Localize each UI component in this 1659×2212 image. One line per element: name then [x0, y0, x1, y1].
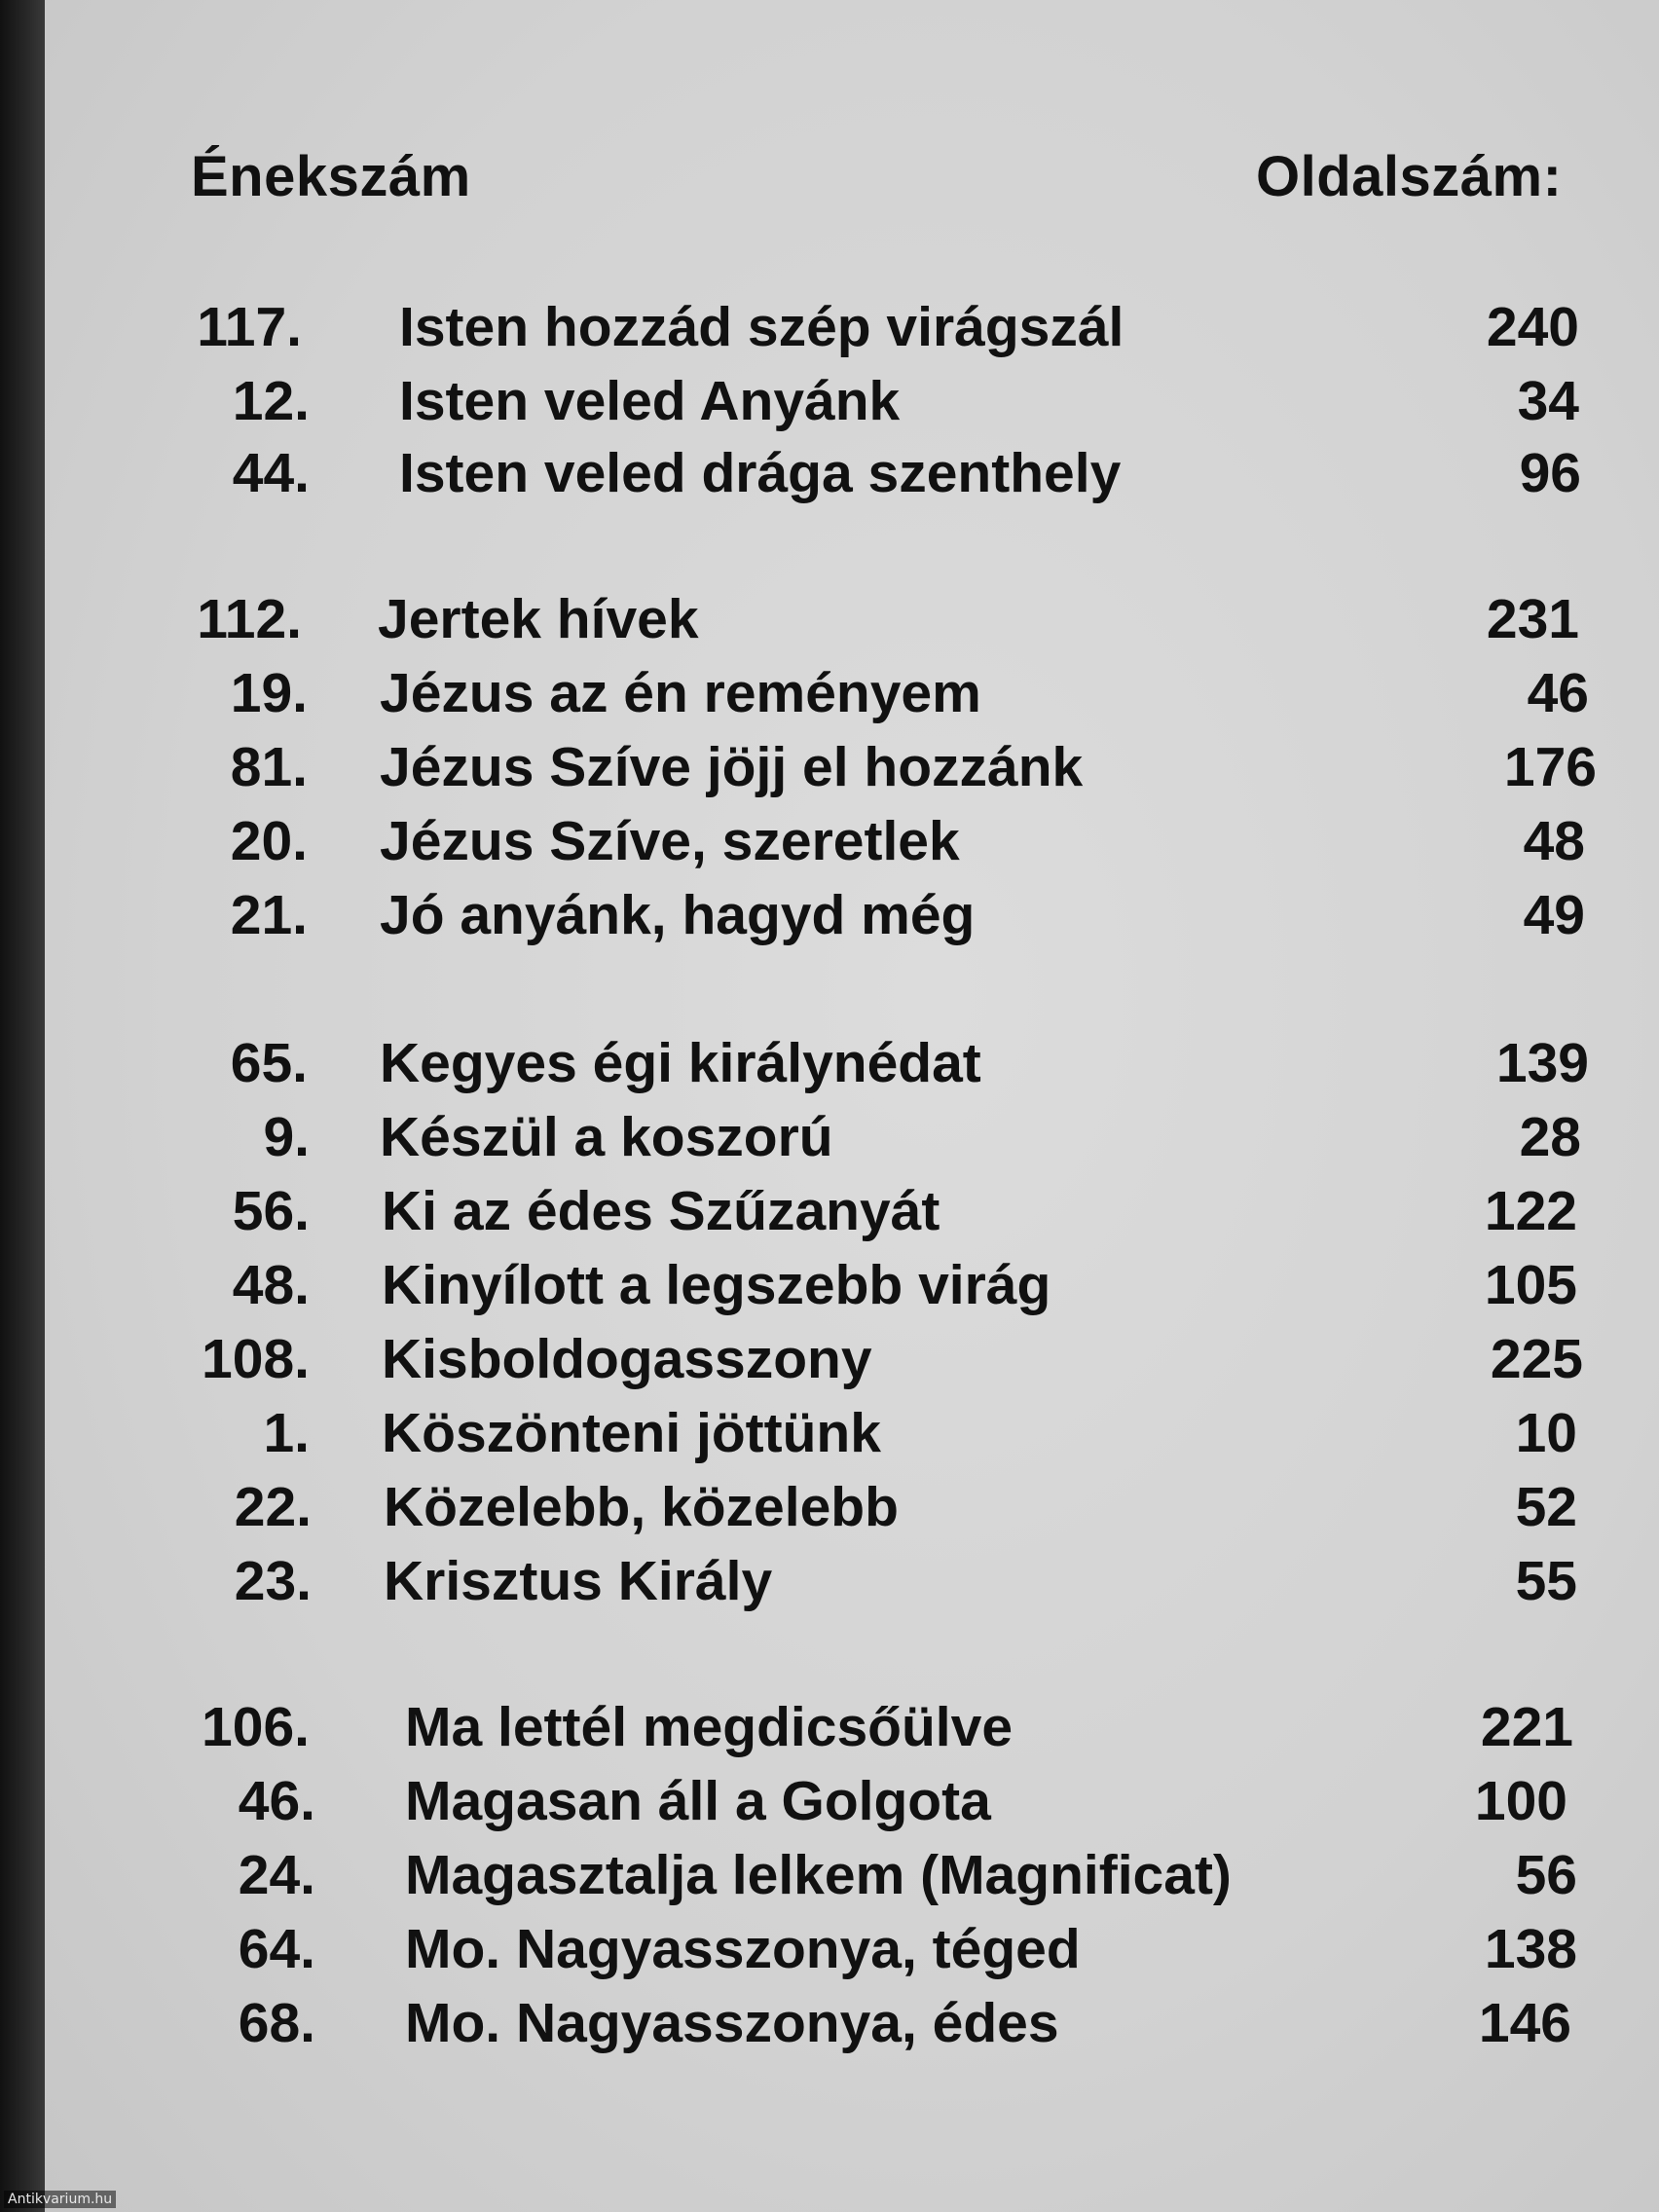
page-number: 105 [1484, 1254, 1577, 1316]
page-number: 221 [1480, 1696, 1573, 1758]
page-number: 46 [1527, 662, 1589, 724]
song-title: Kegyes égi királynédat [380, 1032, 981, 1094]
song-number: 9. [263, 1106, 310, 1168]
song-title: Isten veled drága szenthely [399, 442, 1122, 504]
page-number: 55 [1515, 1550, 1577, 1612]
song-title: Jézus Szíve jöjj el hozzánk [380, 736, 1084, 798]
song-number: 108. [202, 1328, 310, 1390]
index-row [0, 1544, 1659, 1618]
page-number: 122 [1484, 1180, 1577, 1242]
song-title: Ma lettél megdicsőülve [405, 1696, 1014, 1758]
page-number: 48 [1523, 810, 1585, 872]
page-number: 49 [1523, 884, 1585, 946]
song-title: Kisboldogasszony [382, 1328, 872, 1390]
page-number: 56 [1515, 1844, 1577, 1906]
song-number: 44. [232, 442, 310, 504]
index-row [0, 1174, 1659, 1248]
song-number: 46. [238, 1770, 315, 1832]
index-row [0, 1690, 1659, 1764]
song-title: Isten veled Anyánk [399, 370, 901, 432]
index-row [0, 364, 1659, 438]
song-title: Jertek hívek [378, 588, 699, 650]
song-number: 22. [234, 1476, 312, 1538]
song-title: Köszönteni jöttünk [382, 1402, 881, 1464]
index-row [0, 1026, 1659, 1100]
song-title: Jézus az én reményem [380, 662, 981, 724]
index-row [0, 1100, 1659, 1174]
index-row [0, 804, 1659, 878]
song-title: Ki az édes Szűzanyát [382, 1180, 940, 1242]
song-title: Mo. Nagyasszonya, édes [405, 1992, 1059, 2054]
index-row [0, 1986, 1659, 2060]
song-number: 112. [197, 588, 302, 650]
song-title: Krisztus Király [384, 1550, 773, 1612]
song-number: 48. [232, 1254, 310, 1316]
song-number: 19. [230, 662, 308, 724]
index-row [0, 1322, 1659, 1396]
index-row [0, 1470, 1659, 1544]
song-title: Isten hozzád szép virágszál [399, 296, 1124, 358]
index-row [0, 290, 1659, 364]
song-number: 20. [230, 810, 308, 872]
page-number: 176 [1503, 736, 1597, 798]
page-number: 146 [1478, 1992, 1571, 2054]
index-row [0, 730, 1659, 804]
page-number: 28 [1519, 1106, 1581, 1168]
song-title: Magasan áll a Golgota [405, 1770, 991, 1832]
page-number: 100 [1474, 1770, 1567, 1832]
watermark: Antikvarium.hu [4, 2191, 116, 2208]
page-number: 10 [1515, 1402, 1577, 1464]
page-number: 225 [1490, 1328, 1583, 1390]
index-row [0, 582, 1659, 656]
index-row [0, 878, 1659, 952]
song-title: Jó anyánk, hagyd még [380, 884, 976, 946]
song-number: 56. [232, 1180, 310, 1242]
page-number: 240 [1486, 296, 1579, 358]
index-row [0, 436, 1659, 510]
index-row [0, 1396, 1659, 1470]
song-title: Készül a koszorú [380, 1106, 833, 1168]
song-number: 23. [234, 1550, 312, 1612]
song-number: 21. [230, 884, 308, 946]
index-row [0, 1764, 1659, 1838]
index-row [0, 656, 1659, 730]
song-number: 106. [202, 1696, 310, 1758]
song-number: 64. [238, 1918, 315, 1980]
index-row [0, 1838, 1659, 1912]
song-title: Magasztalja lelkem (Magnificat) [405, 1844, 1232, 1906]
header-song-number: Énekszám [191, 145, 471, 208]
song-number: 68. [238, 1992, 315, 2054]
song-number: 1. [263, 1402, 310, 1464]
song-title: Közelebb, közelebb [384, 1476, 899, 1538]
header-page-number: Oldalszám: [1256, 145, 1563, 208]
index-row [0, 1248, 1659, 1322]
song-number: 81. [230, 736, 308, 798]
page-number: 138 [1484, 1918, 1577, 1980]
song-title: Kinyílott a legszebb virág [382, 1254, 1051, 1316]
song-title: Jézus Szíve, szeretlek [380, 810, 960, 872]
song-title: Mo. Nagyasszonya, téged [405, 1918, 1081, 1980]
song-number: 65. [230, 1032, 308, 1094]
song-number: 12. [232, 370, 310, 432]
song-number: 117. [197, 296, 302, 358]
page-number: 139 [1495, 1032, 1589, 1094]
index-row [0, 1912, 1659, 1986]
page-number: 34 [1517, 370, 1579, 432]
page-number: 52 [1515, 1476, 1577, 1538]
page-number: 231 [1486, 588, 1579, 650]
song-number: 24. [238, 1844, 315, 1906]
page-number: 96 [1519, 442, 1581, 504]
